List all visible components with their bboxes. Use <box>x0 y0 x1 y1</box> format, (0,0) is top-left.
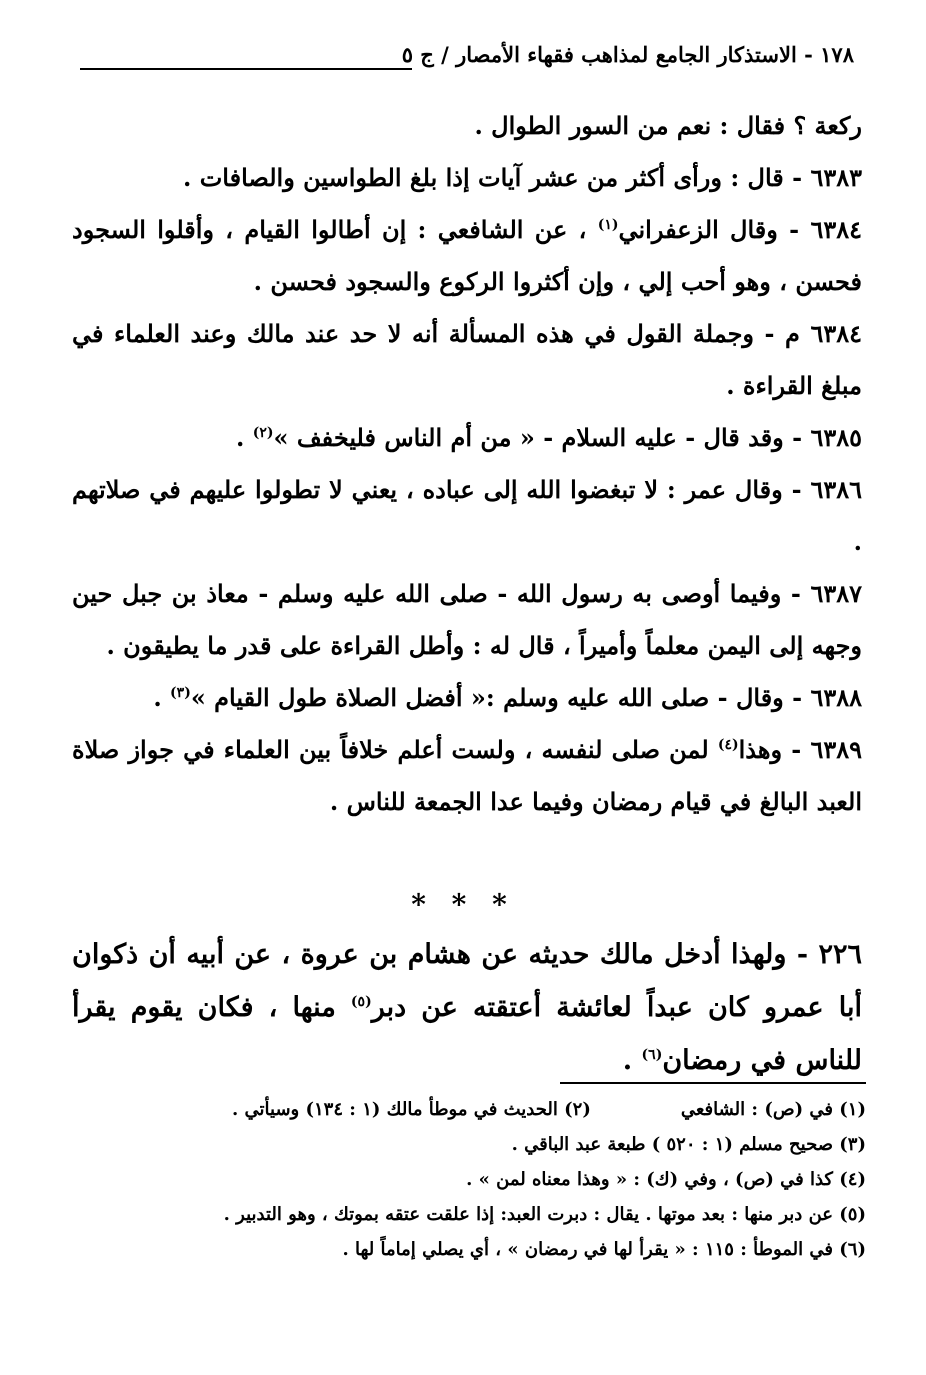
paragraph-6389-part1: ٦٣٨٩ - وهذا <box>738 735 863 764</box>
footnote-2: (٢) الحديث في موطأ مالك (١ : ١٣٤) وسيأتي . <box>231 1099 591 1120</box>
footnotes <box>70 1092 866 1267</box>
paragraph-6388 <box>72 672 862 724</box>
footnote-6: (٦) في الموطأ : ١١٥ : « يقرأ لها في رمضان » ، أي يصلي إماماً لها . <box>342 1239 866 1260</box>
paragraph-6384-part2: ، عن الشافعي : إن أطالوا القيام ، وأقلوا السجود فحسن ، وهو أحب إلي ، وإن أكثروا الركوع والسجود فحسن . <box>72 215 862 296</box>
paragraph-6384 <box>72 204 862 308</box>
footnote-ref-4: (٤) <box>717 737 739 753</box>
paragraph-6385 <box>72 412 862 464</box>
footnote-ref-5: (٥) <box>350 994 372 1010</box>
footnote-1: (١) في (ص) : الشافعي <box>680 1099 866 1120</box>
footnote-4: (٤) كذا في (ص) ، وفي (ك) : « وهذا معناه لمن » . <box>466 1169 866 1190</box>
footnote-row-1-2 <box>70 1092 866 1127</box>
paragraph-6389-part2: لمن صلى لنفسه ، ولست أعلم خلافاً بين العلماء في جواز صلاة العبد البالغ في قيام رمضان وفيما عدا الجمعة للناس . <box>72 735 862 816</box>
footnote-ref-2: (٢) <box>252 425 274 441</box>
paragraph-226 <box>72 928 862 1087</box>
paragraph-6386: ٦٣٨٦ - وقال عمر : لا تبغضوا الله إلى عباده ، يعني لا تطولوا عليهم في صلاتهم . <box>72 475 862 556</box>
main-text <box>72 100 862 828</box>
paragraph-continuation: ركعة ؟ فقال : نعم من السور الطوال . <box>474 111 862 140</box>
paragraph-226-part3: . <box>622 1045 642 1076</box>
footnote-3: (٣) صحيح مسلم (١ : ٥٢٠ ) طبعة عبد الباقي . <box>511 1134 866 1155</box>
section-separator: * * * <box>411 888 515 921</box>
paragraph-6388-part2: . <box>153 683 171 712</box>
footnote-5: (٥) عن دبر منها : بعد موتها . يقال : دبرت العبد: إذا علقت عتقه بموتك ، وهو التدبير . <box>223 1204 866 1225</box>
footnote-ref-3: (٣) <box>170 685 191 701</box>
paragraph-6385-part1: ٦٣٨٥ - وقد قال - عليه السلام - « من أم الناس فليخفف » <box>273 423 862 452</box>
paragraph-6389 <box>72 724 862 828</box>
paragraph-6384-part1: ٦٣٨٤ - وقال الزعفراني <box>618 215 862 244</box>
paragraph-226-part2: منها ، فكان يقوم يقرأ للناس في رمضان <box>72 992 862 1076</box>
paragraph-6387: ٦٣٨٧ - وفيما أوصى به رسول الله - صلى الله عليه وسلم - معاذ بن جبل حين وجهه إلى اليمن معلماً وأميراً ، قال له : وأطل القراءة على قدر ما يطيقون . <box>72 579 862 660</box>
footnote-rule <box>560 1082 866 1084</box>
paragraph-6388-part1: ٦٣٨٨ - وقال - صلى الله عليه وسلم :« أفضل الصلاة طول القيام » <box>190 683 862 712</box>
paragraph-6383: ٦٣٨٣ - قال : ورأى أكثر من عشر آيات إذا بلغ الطواسين والصافات . <box>183 163 862 192</box>
paragraph-6385-part2: . <box>235 423 253 452</box>
footnote-ref-6: (٦) <box>641 1047 663 1063</box>
header-rule <box>80 68 412 70</box>
paragraph-6384m: ٦٣٨٤ م - وجملة القول في هذه المسألة أنه لا حد عند مالك وعند العلماء في مبلغ القراءة . <box>72 319 862 400</box>
paragraph-226-part1: ٢٢٦ - ولهذا أدخل مالك حديثه عن هشام بن عروة ، عن أبيه أن ذكوان أبا عمرو كان عبداً لعائشة أعتقته عن دبر <box>72 939 862 1023</box>
running-header: ١٧٨ - الاستذكار الجامع لمذاهب فقهاء الأمصار / ج ٥ <box>401 42 854 67</box>
footnote-ref-1: (١) <box>597 217 619 233</box>
